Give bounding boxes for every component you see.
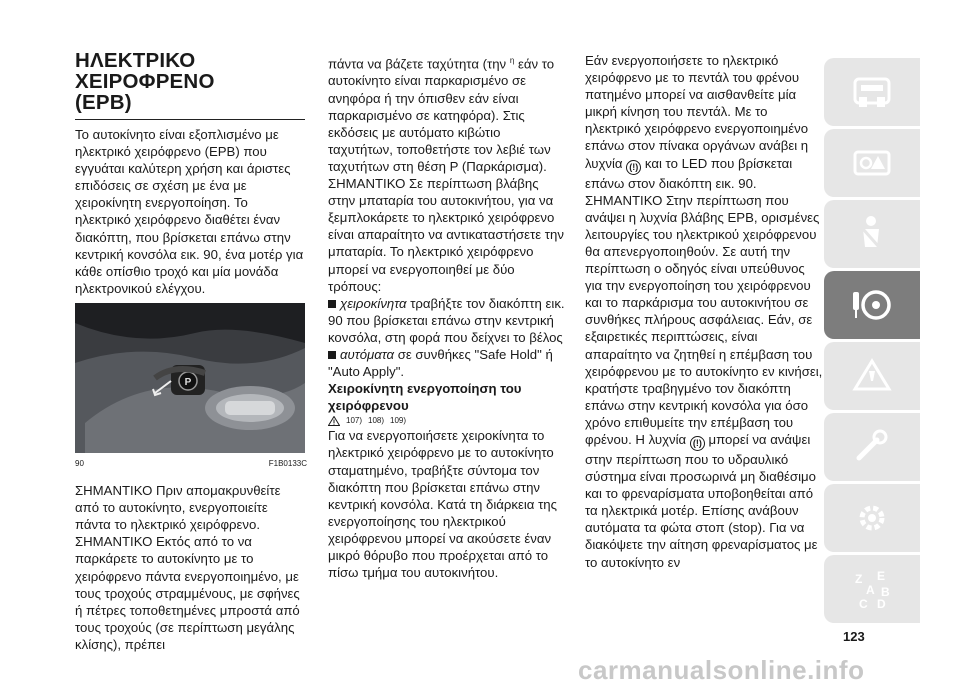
instrument-warning-icon [849, 140, 895, 186]
column-1 [75, 50, 307, 653]
figure-number: 90 [75, 458, 84, 468]
bullet-automatic-label: αυτόματα [340, 346, 395, 362]
title-line-2: (EPB) [75, 91, 132, 114]
figure-90-photo [75, 303, 305, 453]
brake-warning-lamp-icon: (!) [626, 160, 641, 175]
tab-warning-triangle[interactable] [824, 342, 920, 410]
watermark: carmanualsonline.info [578, 657, 865, 683]
bullet-square-icon [328, 351, 336, 359]
column-2 [328, 52, 566, 581]
warning-ref-108: 108) [368, 416, 385, 426]
col2-paragraph-1 [328, 52, 566, 295]
center-console-image [75, 303, 305, 453]
bullet-automatic [328, 346, 566, 380]
svg-text:D: D [877, 597, 886, 611]
tab-alphabet-index[interactable] [824, 555, 920, 623]
column-3 [585, 52, 823, 571]
tab-key-steering[interactable] [824, 271, 920, 339]
seatbelt-airbag-icon [849, 211, 895, 257]
bullet-manual-label: χειροκίνητα [340, 295, 407, 311]
title-line-1: ΗΛΕΚΤΡΙΚΟ ΧΕΙΡΟΦΡΕΝΟ [75, 49, 215, 93]
col2-paragraph-2: Για να ενεργοποιήσετε χειροκίνητα το ηλεκτρικό χειρόφρενο με το αυτοκίνητο σταματημένο, τραβήξτε σύντομα τον διακόπτη που βρίσκεται επάνω στην κεντρική κονσόλα. Κατά τη διάρκεια της ενεργοποίησης του ηλεκτρικού χειρόφρενου μπορεί να ακούσετε έναν μικρό θόρυβο που προέρχεται από το πίσω τμήμα του αυτοκινήτου. [328, 428, 557, 581]
warning-triangle-icon [328, 416, 340, 426]
page-number: 123 [843, 629, 865, 644]
col3-p1-b: και το LED που βρίσκεται επάνω στον διακόπτη εικ. 90. ΣΗΜΑΝΤΙΚΟ Στην περίπτωση που ανάψει η λυχνία βλάβης EPB, ορισμένες λειτουργίες του ηλεκτρικού χειρόφρενου θα απενεργοποιηθούν. Σε αυτή την περίπτωση ο οδηγός είναι υπεύθυνος για την ενεργοποίηση του χειρόφρενου και το παρκάρισμα του αυτοκινήτου σε συνθήκες πλήρους ασφάλειας. Εάν, σε εξαιρετικές περιπτώσεις, είναι απαραίτητο να ζητηθεί η επέμβαση του χειρόφρενου με το αυτοκίνητο εν κινήσει, κρατήστε τραβηγμένο τον διακόπτη επάνω στην κεντρική κονσόλα για όσο χρόνο επιθυμείτε την επέμβαση του φρένου. Η λυχνία [585, 155, 823, 447]
warning-references [328, 415, 566, 426]
warning-ref-107: 107) [346, 416, 363, 426]
tab-instrument-warning[interactable] [824, 129, 920, 197]
col2-p1-a: πάντα να βάζετε ταχύτητα (την [328, 56, 507, 72]
tab-seatbelt-airbag[interactable] [824, 200, 920, 268]
tab-gear-tools[interactable] [824, 484, 920, 552]
col3-paragraph [585, 52, 823, 571]
alphabet-index-icon [849, 566, 895, 612]
section-title [75, 50, 307, 113]
svg-text:P: P [184, 376, 192, 388]
bullet-automatic-text: σε συνθήκες "Safe Hold" ή "Auto Apply". [328, 346, 553, 380]
svg-text:A: A [866, 583, 875, 597]
chapter-sidebar [824, 58, 924, 626]
gear-tools-icon [849, 495, 895, 541]
svg-text:Z: Z [855, 572, 863, 586]
svg-text:E: E [877, 569, 886, 583]
wrench-car-icon [849, 424, 895, 470]
svg-text:B: B [881, 585, 890, 599]
title-rule [75, 119, 305, 120]
figure-code: F1B0133C [268, 458, 307, 468]
intro-paragraph: Το αυτοκίνητο είναι εξοπλισμένο με ηλεκτρικό χειρόφρενο (EPB) που εγγυάται καλύτερη χρήση και άριστες επιδόσεις σε σχέση με ένα με χειροκίνητη ενεργοποίηση. Το ηλεκτρικό χειρόφρενο διαθέτει έναν διακόπτη, που βρίσκεται επάνω στην κεντρική κονσόλα εικ. 90, ένα μοτέρ για κάθε οπίσθιο τροχό και μία μονάδα ηλεκτρονικού ελέγχου. [75, 127, 304, 296]
figure-caption [75, 455, 307, 472]
warning-triangle-icon [849, 353, 895, 399]
col3-p1-c: μπορεί να ανάψει στην περίπτωση που το υδραυλικό σύστημα είναι προσωρινά μη διαθέσιμο και το φρεναρίσματα υποβοηθείται από τα ηλεκτρικά μοτέρ. Επίσης ανάβουν αυτόματα τα φώτα στοπ (stop). Για να διακόψετε την αίτηση φρεναρίσματος με το αυτοκίνητο εν [585, 431, 818, 570]
col3-p1-a: Εάν ενεργοποιήσετε το ηλεκτρικό χειρόφρενο με το πεντάλ του φρένου πατημένο μπορεί να αισθανθείτε μία μικρή κίνηση του πεντάλ. Με το ηλεκτρικό χειρόφρενο ενεργοποιημένο επάνω στον πίνακα οργάνων ανάβει η λυχνία [585, 53, 809, 171]
bullet-manual-text: τραβήξτε τον διακόπτη εικ. 90 που βρίσκεται επάνω στην κεντρική κονσόλα, στη φορά που δείχνει το βέλος [328, 295, 565, 345]
bullet-manual [328, 295, 566, 346]
brake-warning-lamp-icon: (!) [690, 436, 705, 451]
tab-wrench-car[interactable] [824, 413, 920, 481]
tab-car-dashboard[interactable] [824, 58, 920, 126]
svg-text:C: C [859, 597, 868, 611]
bullet-square-icon [328, 300, 336, 308]
col2-p1-b: εάν το αυτοκίνητο είναι παρκαρισμένο σε ανηφόρα ή την όπισθεν εάν είναι παρκαρισμένο σε κατηφόρα). Στις εκδόσεις με αυτόματο κιβώτιο ταχυτήτων, τοποθετήστε τον λεβιέ των ταχυτήτων στη θέση P (Παρκάρισμα). ΣΗΜΑΝΤΙΚΟ Σε περίπτωση βλάβης στην μπαταρία του αυτοκινήτου, για να ξεμπλοκάρετε το ηλεκτρικό χειρόφρενο είναι απαραίτητο να αντικαταστήσετε την μπαταρία. Το ηλεκτρικό χειρόφρενο μπορεί να ενεργοποιηθεί με δύο τρόπους: [328, 56, 564, 294]
key-steering-icon [849, 282, 895, 328]
warning-ref-109: 109) [390, 416, 407, 426]
car-dashboard-icon [849, 69, 895, 115]
subheading-manual-activation: Χειροκίνητη ενεργοποίηση του χειρόφρενου [328, 381, 522, 414]
notice-paragraph: ΣΗΜΑΝΤΙΚΟ Πριν απομακρυνθείτε από το αυτοκίνητο, ενεργοποιείτε πάντα το ηλεκτρικό χειρόφρενο. ΣΗΜΑΝΤΙΚΟ Εκτός από το να παρκάρετε το αυτοκίνητο με το χειρόφρενο πάντα ενεργοποιημένο, με τους τροχούς στραμμένους, με σφήνες ή πέτρες τοποθετημένες μπροστά από τους τροχούς (σε περίπτωση μεγάλης κλίσης), πρέπει [75, 483, 300, 652]
gear-superscript: η [509, 56, 515, 65]
